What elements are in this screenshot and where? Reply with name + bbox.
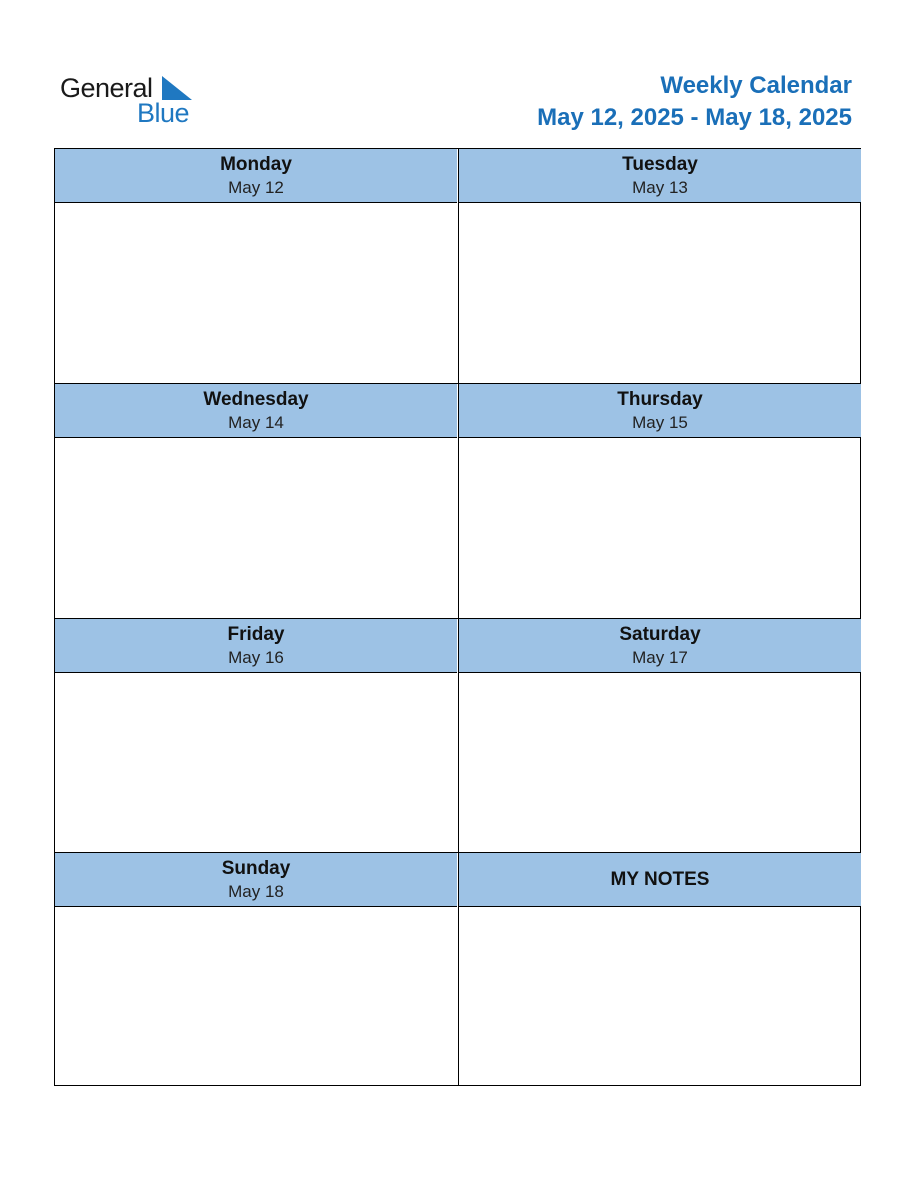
- day-cell-tuesday[interactable]: [458, 149, 861, 383]
- logo-text-blue: Blue: [137, 98, 190, 128]
- notes-header: [459, 853, 861, 907]
- day-header: [459, 149, 861, 203]
- notes-cell[interactable]: [458, 853, 861, 1085]
- day-date: May 15: [632, 413, 688, 432]
- day-notes-area[interactable]: [55, 438, 457, 618]
- logo-text-general: General: [60, 73, 153, 103]
- day-header: [55, 384, 457, 438]
- day-header: [55, 149, 457, 203]
- day-header: [459, 384, 861, 438]
- day-notes-area[interactable]: [55, 203, 457, 383]
- day-date: May 17: [632, 648, 688, 667]
- day-date: May 16: [228, 648, 284, 667]
- logo-triangle-icon: [162, 76, 192, 100]
- day-cell-thursday[interactable]: [458, 384, 861, 618]
- day-notes-area[interactable]: [459, 673, 861, 853]
- day-cell-monday[interactable]: [55, 149, 457, 383]
- day-notes-area[interactable]: [459, 438, 861, 618]
- logo: [60, 72, 210, 132]
- day-cell-friday[interactable]: [55, 619, 457, 853]
- day-notes-area[interactable]: [55, 907, 457, 1087]
- date-range: May 12, 2025 - May 18, 2025: [537, 104, 852, 131]
- day-cell-wednesday[interactable]: [55, 384, 457, 618]
- day-name: Monday: [220, 154, 292, 175]
- day-header: [55, 853, 457, 907]
- day-notes-area[interactable]: [55, 673, 457, 853]
- day-cell-saturday[interactable]: [458, 619, 861, 853]
- day-name: Tuesday: [622, 154, 698, 175]
- day-header: [55, 619, 457, 673]
- day-name: Sunday: [221, 858, 291, 879]
- day-name: Thursday: [617, 389, 703, 410]
- day-header: [459, 619, 861, 673]
- day-date: May 14: [228, 413, 284, 432]
- page-title: Weekly Calendar: [660, 72, 852, 99]
- day-name: Wednesday: [203, 389, 309, 410]
- day-cell-sunday[interactable]: [55, 853, 457, 1085]
- day-name: Saturday: [619, 624, 701, 645]
- notes-area[interactable]: [459, 907, 861, 1087]
- day-date: May 12: [228, 178, 284, 197]
- day-date: May 18: [228, 882, 284, 901]
- day-date: May 13: [632, 178, 688, 197]
- day-notes-area[interactable]: [459, 203, 861, 383]
- week-grid: [54, 148, 861, 1086]
- notes-title: MY NOTES: [610, 869, 710, 890]
- page-title-block: [537, 70, 852, 134]
- day-name: Friday: [227, 624, 285, 645]
